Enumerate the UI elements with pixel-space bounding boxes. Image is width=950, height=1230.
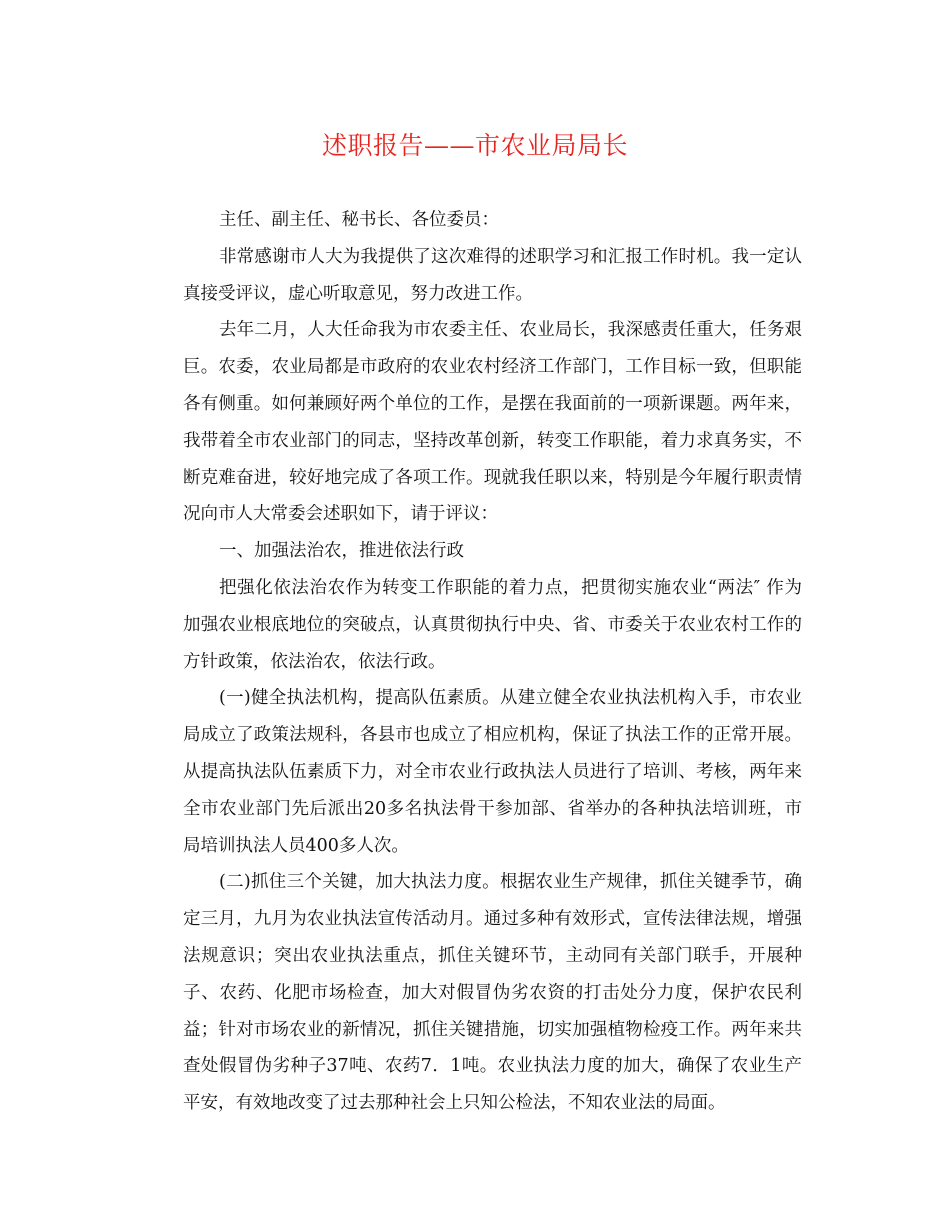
text-line: 把强化依法治农作为转变工作职能的着力点，把贯彻实施农业“两法″ 作为 [219,577,802,598]
text-line: 一、加强法治农，推进依法行政 [219,541,464,562]
text-line: 去年二月，人大任命我为市农委主任、农业局长，我深感责任重大，任务艰 [219,320,802,341]
text-line: 查处假冒伪劣种子37吨、农药7．1吨。农业执法力度的加大，确保了农业生产 [183,1056,802,1077]
document-body [147,202,802,1122]
text-line: 平安，有效地改变了过去那种社会上只知公检法，不知农业法的局面。 [183,1093,726,1114]
text-line: 断克难奋进，较好地完成了各项工作。现就我任职以来，特别是今年履行职责情 [183,467,802,488]
paragraph-rule-of-law [147,570,802,680]
paragraph-subsection-1 [147,680,802,864]
text-line: 主任、副主任、秘书长、各位委员： [219,210,499,230]
paragraph-thanks [147,239,802,313]
paragraph-subsection-2 [147,864,802,1122]
text-line: 况向市人大常委会述职如下，请于评议： [183,504,498,525]
text-line: 从提高执法队伍素质下力，对全市农业行政执法人员进行了培训、考核，两年来 [183,761,802,782]
paragraph-intro [147,312,802,533]
text-line: 全市农业部门先后派出20多名执法骨干参加部、省举办的各种执法培训班，市 [183,798,802,819]
text-line: 子、农药、化肥市场检查，加大对假冒伪劣农资的打击处分力度，保护农民利 [183,982,802,1003]
text-line: 局成立了政策法规科，各县市也成立了相应机构，保证了执法工作的正常开展。 [183,725,802,746]
text-line: 法规意识；突出农业执法重点，抓住关键环节，主动同有关部门联手，开展种 [183,945,802,966]
text-line: 各有侧重。如何兼顾好两个单位的工作，是摆在我面前的一项新课题。两年来， [183,393,802,414]
text-line: 定三月，九月为农业执法宣传活动月。通过多种有效形式，宣传法律法规，增强 [183,909,802,930]
document-title: 述职报告——市农业局局长 [321,131,628,160]
text-line: 我带着全市农业部门的同志，坚持改革创新，转变工作职能，着力求真务实，不 [183,430,802,451]
paragraph-salutation [147,202,802,239]
section-heading-1 [147,533,802,570]
text-line: 加强农业根底地位的突破点，认真贯彻执行中央、省、市委关于农业农村工作的 [183,614,802,635]
text-line: 非常感谢市人大为我提供了这次难得的述职学习和汇报工作时机。我一定认 [219,246,802,267]
text-line: 局培训执法人员400多人次。 [183,835,409,856]
text-line: 益；针对市场农业的新情况，抓住关键措施，切实加强植物检疫工作。两年来共 [183,1019,802,1040]
text-line: 巨。农委，农业局都是市政府的农业农村经济工作部门，工作目标一致，但职能 [183,357,802,378]
text-line: (二)抓住三个关键，加大执法力度。根据农业生产规律，抓住关键季节，确 [219,872,802,893]
text-line: 方针政策，依法治农，依法行政。 [183,651,446,672]
text-line: 真接受评议，虚心听取意见，努力改进工作。 [183,283,533,304]
text-line: (一)健全执法机构，提高队伍素质。从建立健全农业执法机构入手，市农业 [219,688,802,709]
